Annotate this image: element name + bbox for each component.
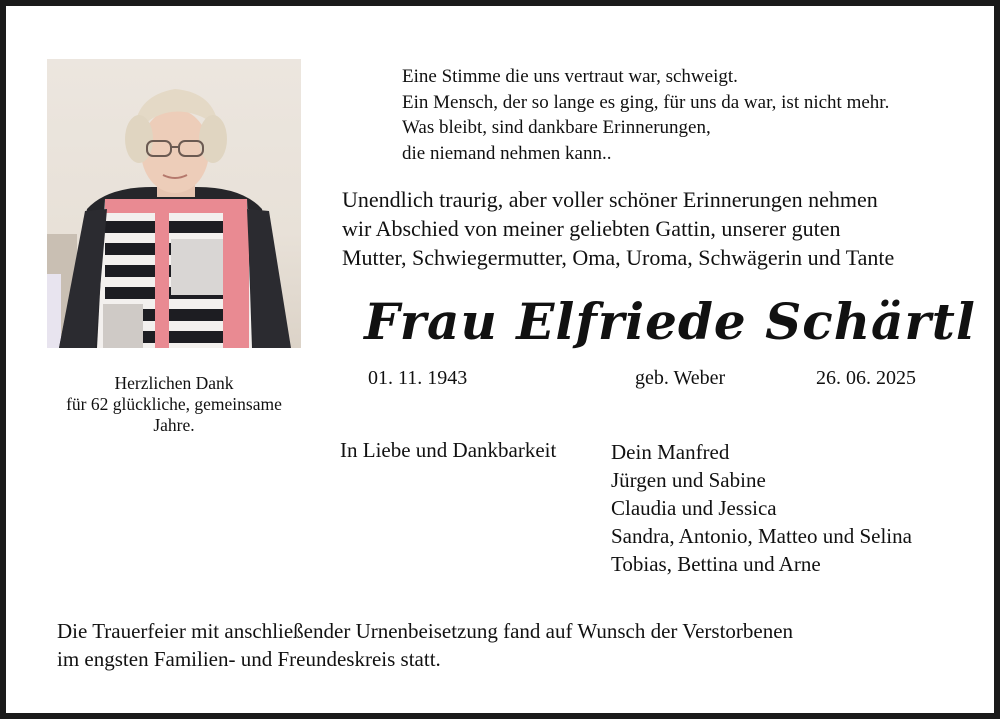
closing-line: im engsten Familien- und Freundeskreis statt.	[57, 647, 441, 671]
thanks-text	[40, 373, 308, 436]
thanks-line: Jahre.	[153, 415, 195, 435]
intro-line: Unendlich traurig, aber voller schöner Erinnerungen nehmen	[342, 187, 878, 212]
portrait-photo	[47, 59, 301, 348]
poem-line: Was bleibt, sind dankbare Erinnerungen,	[402, 117, 711, 138]
family-member: Claudia und Jessica	[611, 496, 777, 520]
family-list	[611, 438, 912, 578]
deceased-name: Frau Elfriede Schärtl	[364, 292, 976, 351]
family-member: Dein Manfred	[611, 440, 730, 464]
signature-label: In Liebe und Dankbarkeit	[340, 438, 557, 462]
maiden-name: geb. Weber	[635, 367, 726, 389]
poem-line: Eine Stimme die uns vertraut war, schweigt.	[402, 66, 738, 87]
death-date: 26. 06. 2025	[816, 367, 916, 389]
intro-line: Mutter, Schwiegermutter, Oma, Uroma, Schwägerin und Tante	[342, 245, 895, 270]
poem-line: Ein Mensch, der so lange es ging, für uns da war, ist nicht mehr.	[402, 91, 890, 113]
closing-line: Die Trauerfeier mit anschließender Urnenbeisetzung fand auf Wunsch der Verstorbenen	[57, 619, 794, 643]
thanks-line: für 62 glückliche, gemeinsame	[66, 394, 282, 414]
intro-line: wir Abschied von meiner geliebten Gattin, unserer guten	[342, 216, 841, 241]
intro-text	[342, 185, 894, 272]
birth-date: 01. 11. 1943	[368, 367, 468, 389]
family-member: Tobias, Bettina und Arne	[611, 552, 821, 576]
family-member: Sandra, Antonio, Matteo und Selina	[611, 524, 912, 548]
family-member: Jürgen und Sabine	[611, 468, 766, 492]
closing-text	[57, 617, 793, 673]
thanks-line: Herzlichen Dank	[114, 373, 234, 393]
poem-line: die niemand nehmen kann..	[402, 142, 612, 164]
poem	[402, 64, 889, 166]
